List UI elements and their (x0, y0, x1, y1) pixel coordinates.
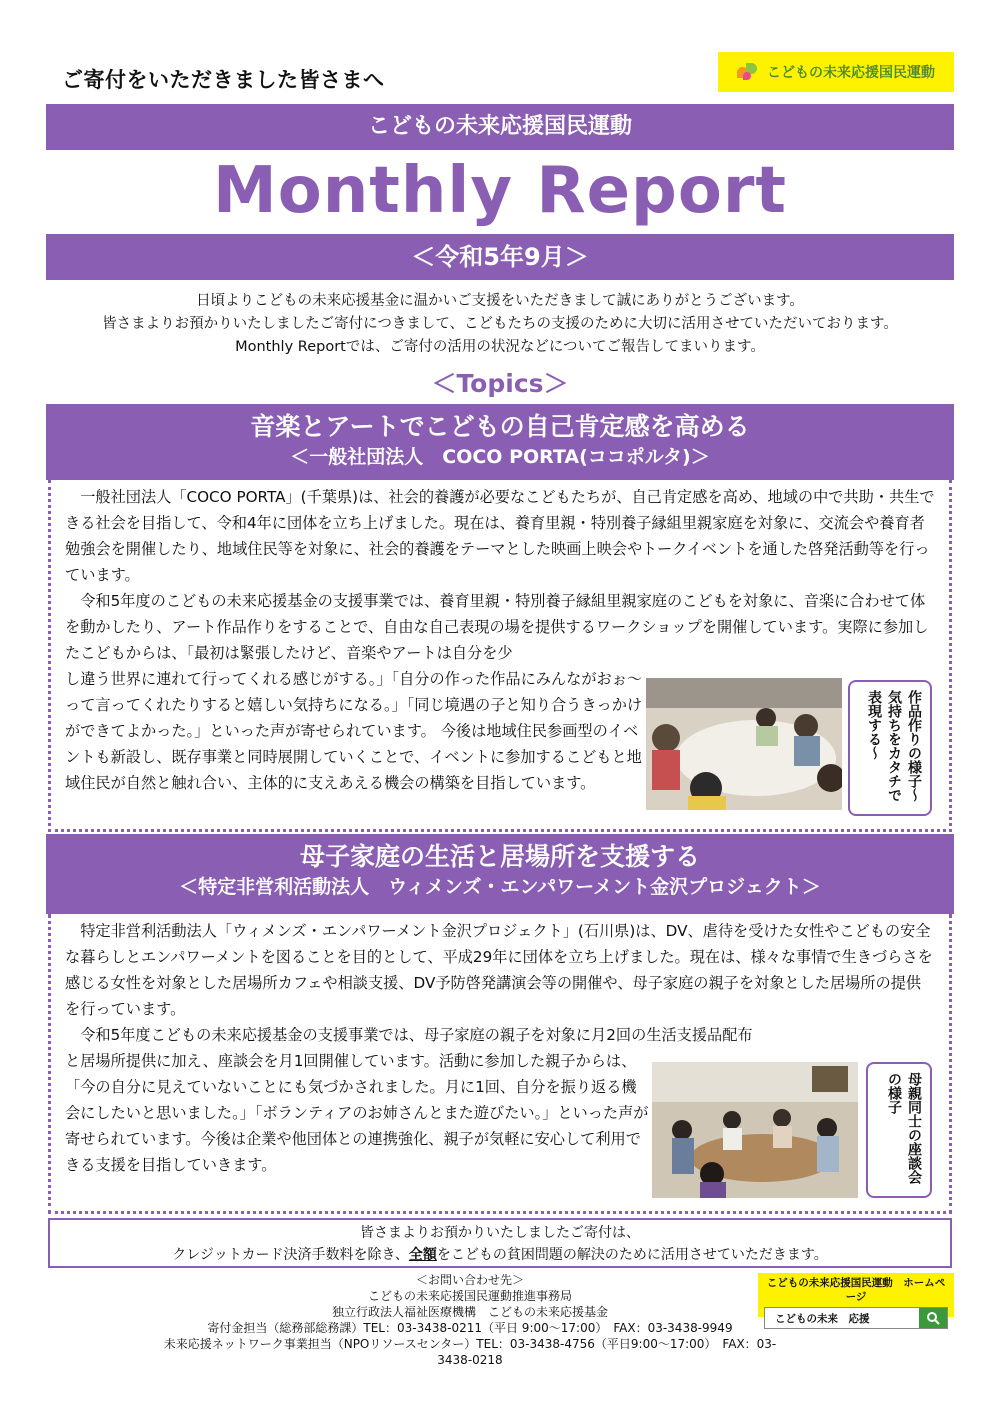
footer-line (50, 1244, 950, 1266)
topic1-caption: 作品作りの様子～気持ちをカタチで表現する～ (848, 680, 932, 816)
intro-line: 日頃よりこどもの未来応援基金に温かいご支援をいただきまして誠にありがとうございます。 (196, 293, 804, 309)
topic1-paragraph: 令和5年度のこどもの未来応援基金の支援事業では、養育里親・特別養子縁組里親家庭のこどもを対象に、音楽に合わせて体を動かしたり、アート作品作りをすることで、自由な自己表現の場を提供するワークショップを開催しています。実際に参加したこどもからは、「最初は緊張したけど、音楽やアートは自分を少 (65, 592, 929, 662)
topics-heading: ＜Topics＞ (431, 369, 569, 398)
workshop-photo-icon (646, 678, 842, 810)
topic2-org: ＜特定非営利活動法人 ウィメンズ・エンパワーメント金沢プロジェクト＞ (179, 876, 821, 898)
topic2-title: 母子家庭の生活と居場所を支援する (299, 842, 700, 871)
topic1-header (46, 404, 954, 480)
topic1-photo (646, 678, 842, 810)
homepage-label: こどもの未来応援国民運動 ホームページ (766, 1277, 946, 1303)
intro-line: 皆さまよりお預かりいたしましたご寄付につきまして、こどもたちの支援のために大切に活用させていただいております。 (102, 316, 898, 332)
topic1-title: 音楽とアートでこどもの自己肯定感を高める (250, 412, 750, 441)
topic1-org: ＜一般社団法人 COCO PORTA(ココポルタ)＞ (290, 446, 710, 468)
contact-line: こどもの未来応援国民運動推進事務局 (367, 1289, 572, 1303)
homepage-search-text: こどもの未来 応援 (775, 1312, 870, 1325)
contact-line: ＜お問い合わせ先＞ (415, 1273, 524, 1287)
homepage-box[interactable] (758, 1273, 954, 1325)
topic2-paragraph: 特定非営利活動法人「ウィメンズ・エンパワーメント金沢プロジェクト」(石川県)は、DV、虐待を受けた女性やこどもの安全な暮らしとエンパワーメントを図ることを目的として、平成29年に団体を立ち上げました。現在は、様々な事情で生きづらさを感じる女性を対象とした居場所カフェや相談支援、DV予防啓発講演会等の開催や、母子家庭の親子を対象とした居場所の提供を行っています。 (65, 922, 933, 1018)
footer-line: 皆さまよりお預かりいたしましたご寄付は、 (360, 1225, 640, 1241)
contact-line: 未来応援ネットワーク事業担当（NPOリソースセンター）TEL：03-3438-4756（平日9:00～17:00） FAX：03-3438-0218 (163, 1337, 777, 1367)
topic2-paragraph-wrap: と居場所提供に加え、座談会を月1回開催しています。活動に参加した親子からは、「今の自分に見えていないことにも気づかされました。月に1回、自分を振り返る機会にしたいと思いました。」「ボランティアのお姉さんとまた遊びたい。」といった声が寄せられています。今後は企業や他団体との連携強化、親子が気軽に安心して利用できる支援を目指していきます。 (65, 1052, 649, 1174)
meeting-photo-icon (652, 1062, 858, 1198)
contact-line: 寄付金担当（総務部総務課）TEL：03-3438-0211（平日 9:00～17:00） FAX：03-3438-9949 (207, 1321, 733, 1335)
logo-badge-label: こどもの未来応援国民運動 (767, 65, 935, 81)
topic2-caption: 母親同士の座談会の様子 (866, 1062, 932, 1198)
footer-line-pre: クレジットカード決済手数料を除き、 (172, 1247, 409, 1263)
footer-line-emphasis: 全額 (408, 1247, 437, 1263)
intro-line: Monthly Reportでは、ご寄付の活用の状況などについてご報告してまいります。 (235, 339, 765, 355)
homepage-search[interactable] (764, 1307, 948, 1329)
topic2-photo (652, 1062, 858, 1198)
page-title: Monthly Report (213, 154, 787, 228)
logo-badge (718, 52, 954, 92)
header-org-band: こどもの未来応援国民運動 (46, 104, 954, 150)
contact-info (160, 1272, 780, 1368)
contact-line: 独立行政法人福祉医療機構 こどもの未来応援基金 (331, 1305, 608, 1319)
footer-notice (48, 1218, 952, 1268)
date-band: ＜令和5年9月＞ (46, 234, 954, 280)
topic2-header (46, 834, 954, 914)
search-icon[interactable] (919, 1308, 947, 1328)
topic1-paragraph: 一般社団法人「COCO PORTA」(千葉県)は、社会的養護が必要なこどもたちが、自己肯定感を高め、地域の中で共助・共生できる社会を目指して、令和4年に団体を立ち上げました。現在は、養育里親・特別養子縁組里親家庭を対象に、交流会や養育者勉強会を開催したり、地域住民等を対象に、社会的養護をテーマとした映画上映会やトークイベントを通した啓発活動等を行っています。 (65, 488, 935, 584)
greeting-heading: ご寄付をいただきました皆さまへ (62, 68, 385, 92)
leaf-logo-icon (737, 61, 759, 83)
topic1-paragraph-wrap: し違う世界に連れて行ってくれる感じがする。」「自分の作った作品にみんながおぉ～って言ってくれたりすると嬉しい気持ちになる。」「同じ境遇の子と知り合うきっかけができてよかった。」といった声が寄せられています。 今後は地域住民参画型のイベントも新設し、既存事業と同時展開していくことで、イベントに参加するこどもと地域住民が自然と触れ合い、主体的に支えあえる機会の構築を目指しています。 (65, 670, 643, 792)
intro-text (46, 290, 954, 359)
footer-line-post: をこどもの貧困問題の解決のために活用させていただきます。 (436, 1247, 828, 1263)
topic2-paragraph: 令和5年度こどもの未来応援基金の支援事業では、母子家庭の親子を対象に月2回の生活支援品配布 (80, 1026, 753, 1044)
